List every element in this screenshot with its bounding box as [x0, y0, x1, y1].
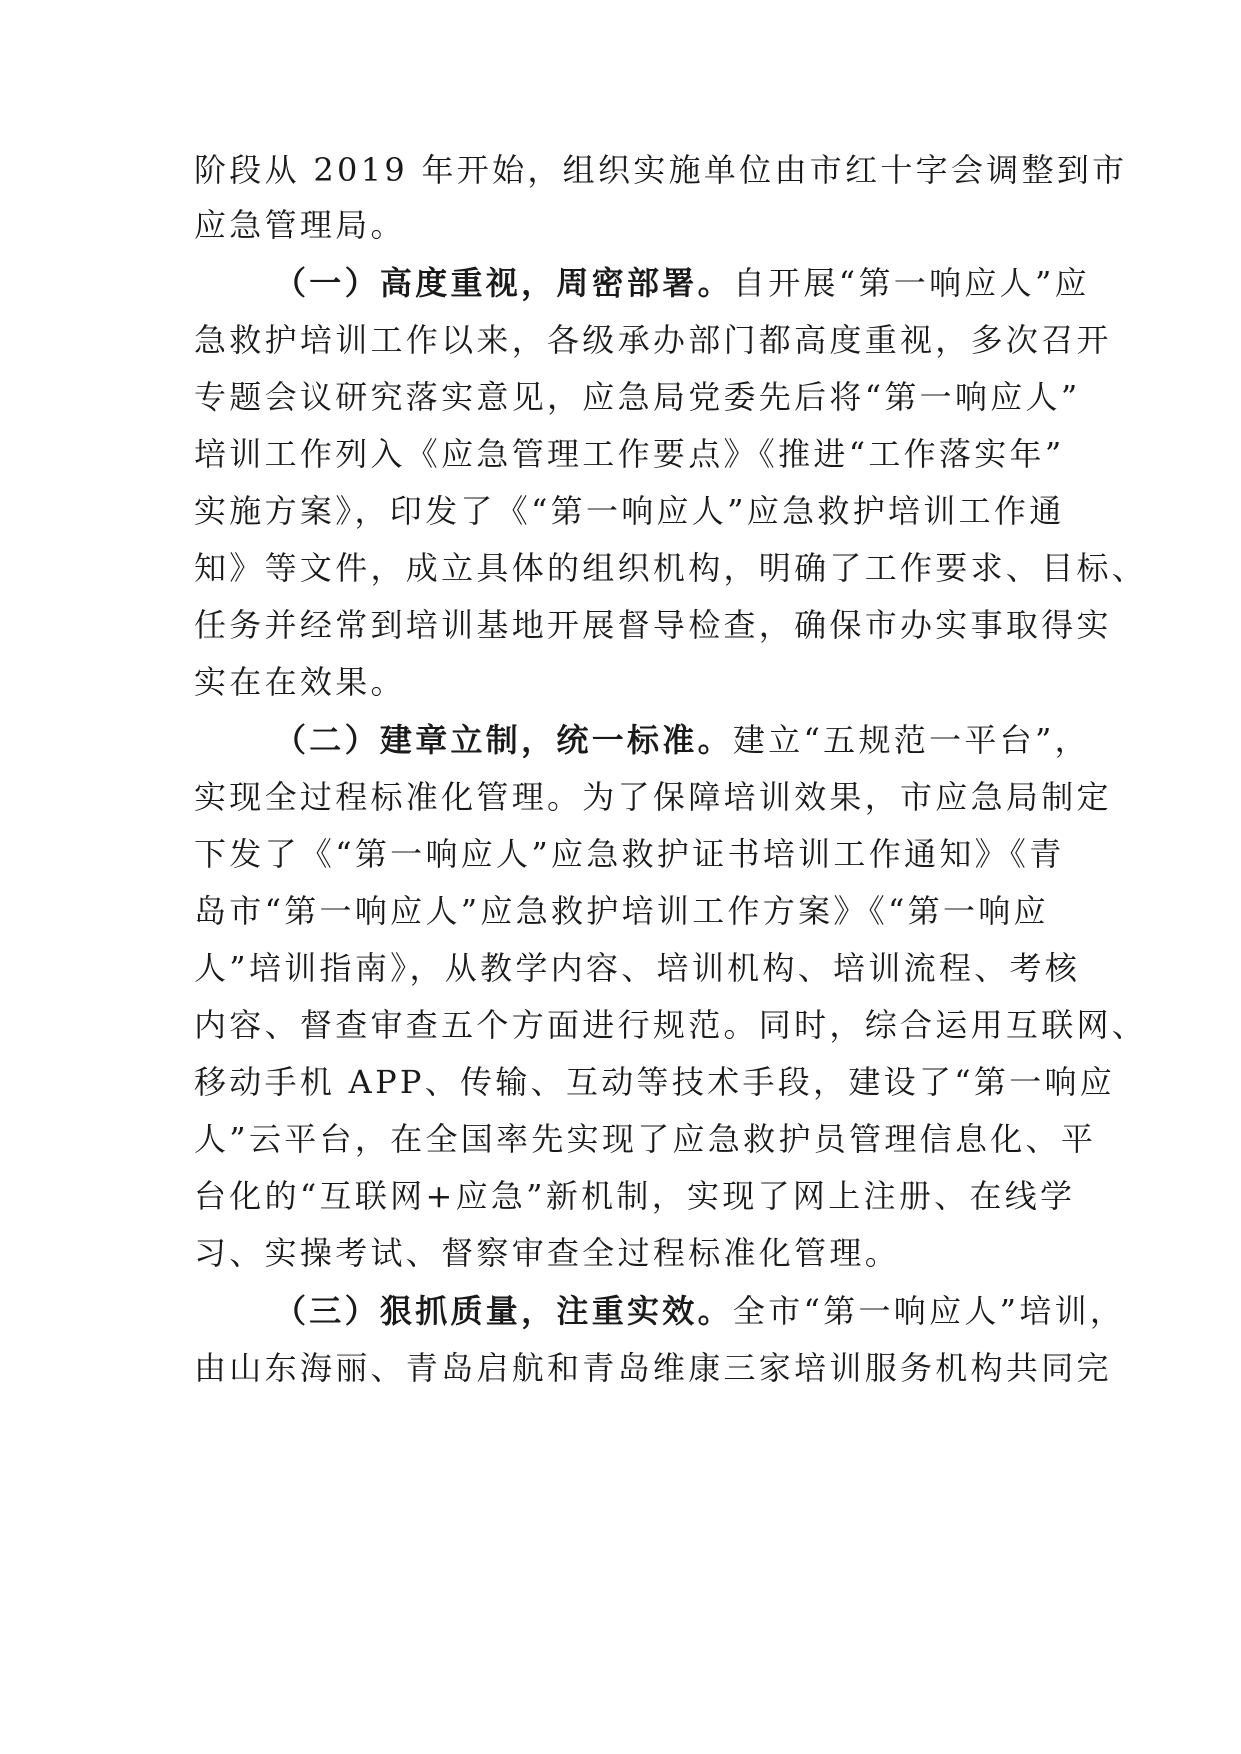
- text-line: 专题会议研究落实意见，应急局党委先后将“第一响应人”: [194, 378, 1081, 416]
- section-heading-1: [274, 263, 1090, 303]
- text-line: 实现全过程标准化管理。为了保障培训效果，市应急局制定: [194, 778, 1112, 816]
- section-text: 建立“五规范一平台”，: [732, 721, 1090, 759]
- section-heading-3: [274, 1291, 1125, 1331]
- text-line: 实施方案》，印发了《“第一响应人”应急救护培训工作通: [194, 492, 1065, 530]
- text-line: 人”云平台，在全国率先实现了应急救护员管理信息化、平: [194, 1120, 1097, 1158]
- text-line: 移动手机 APP、传输、互动等技术手段，建设了“第一响应: [194, 1063, 1116, 1101]
- text-line: 急救护培训工作以来，各级承办部门都高度重视，多次召开: [194, 321, 1112, 359]
- text-line: 由山东海丽、青岛启航和青岛维康三家培训服务机构共同完: [194, 1349, 1112, 1387]
- text-line: 下发了《“第一响应人”应急救护证书培训工作通知》《青: [194, 835, 1065, 873]
- section-title: （二）建章立制，统一标准。: [274, 721, 733, 759]
- section-text: 自开展“第一响应人”应: [732, 264, 1090, 302]
- text-line: 人”培训指南》，从教学内容、培训机构、培训流程、考核: [194, 949, 1081, 987]
- text-line: 培训工作列入《应急管理工作要点》《推进“工作落实年”: [194, 435, 1065, 473]
- section-heading-2: [274, 720, 1090, 760]
- text-line: 内容、督查审查五个方面进行规范。同时，综合运用互联网、: [194, 1006, 1148, 1044]
- text-line: 习、实操考试、督察审查全过程标准化管理。: [194, 1234, 901, 1272]
- section-title: （三）狠抓质量，注重实效。: [274, 1292, 733, 1330]
- text-line: 台化的“互联网+应急”新机制，实现了网上注册、在线学: [194, 1177, 1076, 1215]
- text-line: 实在在效果。: [194, 663, 406, 701]
- text-line: 应急管理局。: [194, 206, 406, 244]
- section-text: 全市“第一响应人”培训，: [732, 1292, 1126, 1330]
- text-line: 知》等文件，成立具体的组织机构，明确了工作要求、目标、: [194, 549, 1148, 587]
- section-title: （一）高度重视，周密部署。: [274, 264, 733, 302]
- text-line: 阶段从 2019 年开始，组织实施单位由市红十字会调整到市: [194, 151, 1128, 189]
- text-line: 任务并经常到培训基地开展督导检查，确保市办实事取得实: [194, 606, 1112, 644]
- text-line: 岛市“第一响应人”应急救护培训工作方案》《“第一响应: [194, 892, 1049, 930]
